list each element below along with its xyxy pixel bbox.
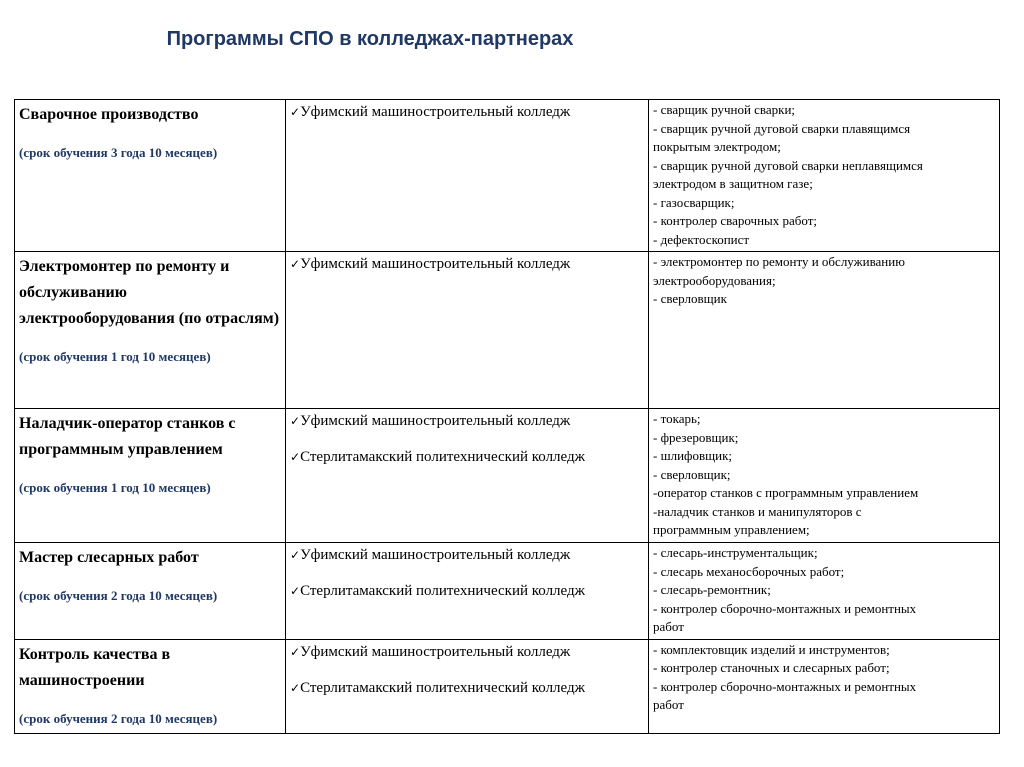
college-item bbox=[290, 255, 644, 273]
profession-line: - сварщик ручной дуговой сварки плавящимся bbox=[653, 120, 911, 136]
program-duration: (срок обучения 3 года 10 месяцев) bbox=[19, 145, 218, 160]
profession-line: - слесарь механосборочных работ; bbox=[653, 563, 845, 579]
program-name: Электромонтер по ремонту и обслуживанию электрооборудования (по отраслям) bbox=[19, 258, 280, 327]
page-title: Программы СПО в колледжах-партнерах bbox=[166, 28, 574, 50]
program-duration: (срок обучения 1 год 10 месяцев) bbox=[19, 480, 211, 495]
college-name: Стерлитамакский политехнический колледж bbox=[300, 583, 585, 599]
profession-line: - слесарь-ремонтник; bbox=[653, 582, 771, 597]
profession-line: - слесарь-инструментальщик; bbox=[653, 545, 818, 560]
profession-line: электрооборудования; bbox=[653, 272, 776, 288]
profession-line: - шлифовщик; bbox=[653, 448, 732, 463]
colleges-cell bbox=[286, 252, 649, 409]
profession-line: - контролер сборочно-монтажных и ремонтных bbox=[653, 600, 917, 616]
colleges-cell bbox=[286, 543, 649, 640]
programs-table bbox=[14, 99, 1000, 734]
profession-line: - контролер сварочных работ; bbox=[653, 213, 818, 228]
table-row bbox=[15, 252, 1000, 409]
college-item bbox=[290, 679, 644, 697]
program-cell bbox=[15, 252, 286, 409]
college-name: Стерлитамакский политехнический колледж bbox=[300, 449, 585, 465]
college-name: Стерлитамакский политехнический колледж bbox=[300, 679, 585, 696]
profession-line: работ bbox=[653, 619, 684, 634]
professions-cell bbox=[649, 543, 1000, 640]
profession-line: - сверловщик bbox=[653, 291, 727, 306]
checkmark-icon: ✓ bbox=[290, 105, 301, 119]
program-duration: (срок обучения 2 года 10 месяцев) bbox=[19, 588, 218, 603]
program-name: Наладчик-оператор станков с программным управлением bbox=[19, 415, 236, 458]
profession-line: - контролер станочных и слесарных работ; bbox=[653, 660, 890, 675]
colleges-cell bbox=[286, 100, 649, 252]
checkmark-icon: ✓ bbox=[290, 257, 301, 271]
profession-line: - фрезеровщик; bbox=[653, 429, 739, 445]
college-item bbox=[290, 643, 644, 661]
program-duration: (срок обучения 1 год 10 месяцев) bbox=[19, 349, 211, 364]
profession-line: покрытым электродом; bbox=[653, 139, 781, 154]
profession-line: -наладчик станков и манипуляторов с bbox=[653, 503, 862, 519]
table-row bbox=[15, 100, 1000, 252]
college-name: Уфимский машиностроительный колледж bbox=[300, 256, 571, 272]
checkmark-icon: ✓ bbox=[290, 680, 301, 695]
program-cell bbox=[15, 639, 286, 733]
college-item bbox=[290, 582, 644, 600]
profession-line: - контролер сборочно-монтажных и ремонтных bbox=[653, 678, 917, 694]
college-name: Уфимский машиностроительный колледж bbox=[300, 104, 571, 120]
professions-cell bbox=[649, 100, 1000, 252]
checkmark-icon: ✓ bbox=[290, 644, 301, 659]
profession-line: работ bbox=[653, 697, 684, 712]
college-item bbox=[290, 412, 644, 430]
college-name: Уфимский машиностроительный колледж bbox=[300, 547, 571, 563]
program-name: Сварочное производство bbox=[19, 106, 199, 123]
professions-cell bbox=[649, 252, 1000, 409]
profession-line: - комплектовщик изделий и инструментов; bbox=[653, 641, 890, 657]
table-row bbox=[15, 639, 1000, 733]
checkmark-icon: ✓ bbox=[290, 414, 301, 428]
professions-cell bbox=[649, 639, 1000, 733]
profession-line: -оператор станков с программным управлением bbox=[653, 485, 919, 500]
program-cell bbox=[15, 100, 286, 252]
colleges-cell bbox=[286, 409, 649, 543]
profession-line: - сверловщик; bbox=[653, 466, 731, 482]
checkmark-icon: ✓ bbox=[290, 450, 301, 464]
program-name: Мастер слесарных работ bbox=[19, 549, 199, 566]
program-cell bbox=[15, 543, 286, 640]
college-name: Уфимский машиностроительный колледж bbox=[300, 413, 571, 429]
table-row bbox=[15, 543, 1000, 640]
profession-line: - сварщик ручной дуговой сварки неплавящимся bbox=[653, 157, 923, 173]
program-duration: (срок обучения 2 года 10 месяцев) bbox=[19, 710, 218, 726]
table-row bbox=[15, 409, 1000, 543]
program-name: Контроль качества в машиностроении bbox=[19, 645, 171, 689]
profession-line: электродом в защитном газе; bbox=[653, 176, 813, 191]
college-item bbox=[290, 103, 644, 121]
college-item bbox=[290, 546, 644, 564]
program-cell bbox=[15, 409, 286, 543]
professions-cell bbox=[649, 409, 1000, 543]
profession-line: - дефектоскопист bbox=[653, 231, 750, 247]
profession-line: - сварщик ручной сварки; bbox=[653, 102, 796, 117]
profession-line: - газосварщик; bbox=[653, 194, 735, 210]
profession-line: - электромонтер по ремонту и обслуживанию bbox=[653, 254, 905, 269]
college-item bbox=[290, 448, 644, 466]
profession-line: - токарь; bbox=[653, 411, 701, 426]
checkmark-icon: ✓ bbox=[290, 584, 301, 598]
college-name: Уфимский машиностроительный колледж bbox=[300, 643, 571, 660]
profession-line: программным управлением; bbox=[653, 522, 810, 537]
checkmark-icon: ✓ bbox=[290, 548, 301, 562]
colleges-cell bbox=[286, 639, 649, 733]
